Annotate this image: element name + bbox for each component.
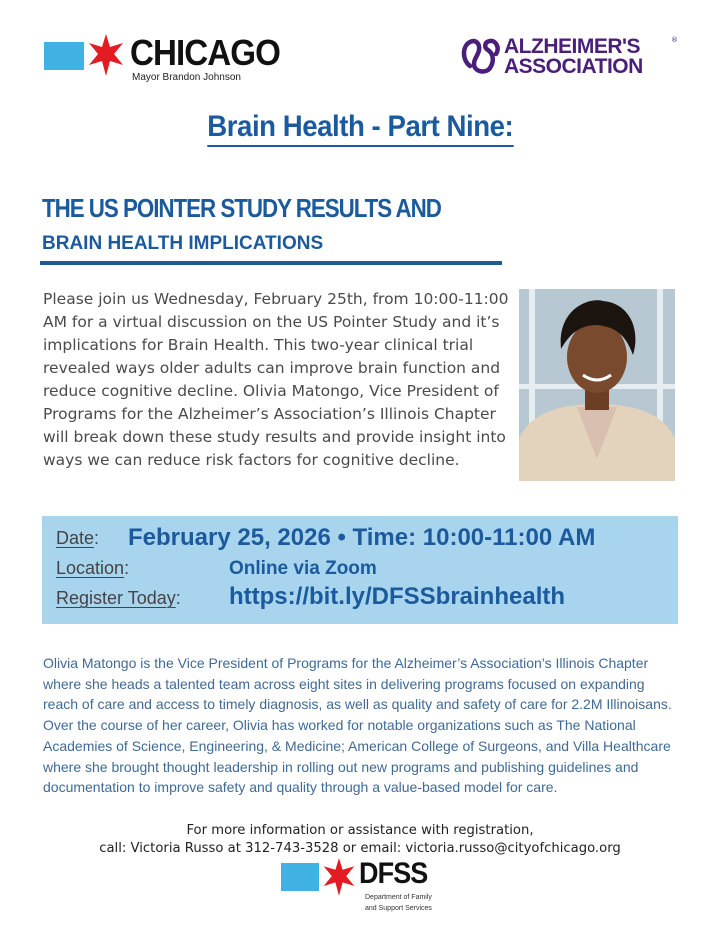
page-title xyxy=(0,110,720,147)
event-details-box xyxy=(42,516,678,624)
subtitle-line-2: BRAIN HEALTH IMPLICATIONS xyxy=(42,233,324,254)
speaker-photo xyxy=(519,289,675,481)
location-value: Online via Zoom xyxy=(229,558,377,579)
dfss-logo xyxy=(281,857,451,917)
dfss-subtitle xyxy=(365,892,432,914)
contact-line-2: call: Victoria Russo at 312-743-3528 or email: victoria.russo@cityofchicago.org xyxy=(99,841,621,856)
dfss-wordmark: DFSS xyxy=(359,857,428,890)
title-divider xyxy=(40,261,502,265)
portrait-illustration xyxy=(519,289,675,481)
contact-line-1: For more information or assistance with registration, xyxy=(186,823,534,838)
intro-paragraph: Please join us Wednesday, February 25th, from 10:00-11:00 AM for a virtual discussion on the US Pointer Study and it’s implications for Brain Health. This two-year clinical trial revealed ways older adults can improve brain function and reduce cognitive decline. Olivia Matongo, Vice President of Programs for the Alzheimer’s Association’s Illinois Chapter will break down these study results and provide insight into ways we can reduce risk factors for cognitive decline. xyxy=(43,290,509,469)
register-label: Register Today: xyxy=(56,588,181,608)
blue-square-icon xyxy=(44,42,84,70)
date-time-value: February 25, 2026 • Time: 10:00-11:00 AM xyxy=(128,524,596,551)
date-label: Date: xyxy=(56,528,100,548)
page-title-text: Brain Health - Part Nine: xyxy=(207,110,513,147)
subtitle-line-1: THE US POINTER STUDY RESULTS AND xyxy=(42,193,441,223)
speaker-bio: Olivia Matongo is the Vice President of Programs for the Alzheimer’s Association’s Illinois Chapter where she heads a talented team across eight sites in delivering programs focused on expanding reach of care and access to timely diagnosis, as well as quality and safety of care for 2.2M Illinoisans. Over the course of her career, Olivia has worked for notable organizations such as The National Academies of Science, Engineering, & Medicine; American College of Surgeons, and Villa Healthcare where she brought thought leadership in rolling out new programs and publishing guidelines and documentation to improve safety and quality through a value-based model for care. xyxy=(43,655,672,796)
alz-wordmark-line1: ALZHEIMER'S xyxy=(504,35,640,58)
alz-wordmark-line2: ASSOCIATION xyxy=(504,55,643,78)
dfss-subtitle-line-1: Department of Family xyxy=(365,894,432,901)
blue-square-icon xyxy=(281,863,319,891)
mayor-name: Mayor Brandon Johnson xyxy=(132,72,241,83)
alz-brain-mark-icon xyxy=(460,36,502,78)
registered-mark: ® xyxy=(671,36,678,44)
alzheimers-association-logo xyxy=(460,34,690,84)
dfss-subtitle-line-2: and Support Services xyxy=(365,905,432,912)
register-link[interactable]: https://bit.ly/DFSSbrainhealth xyxy=(229,583,566,610)
contact-info xyxy=(0,822,720,858)
red-star-icon xyxy=(321,857,357,897)
red-star-icon xyxy=(86,34,126,76)
chicago-wordmark: CHICAGO xyxy=(130,32,280,73)
location-label: Location: xyxy=(56,558,130,578)
chicago-logo xyxy=(44,34,284,88)
